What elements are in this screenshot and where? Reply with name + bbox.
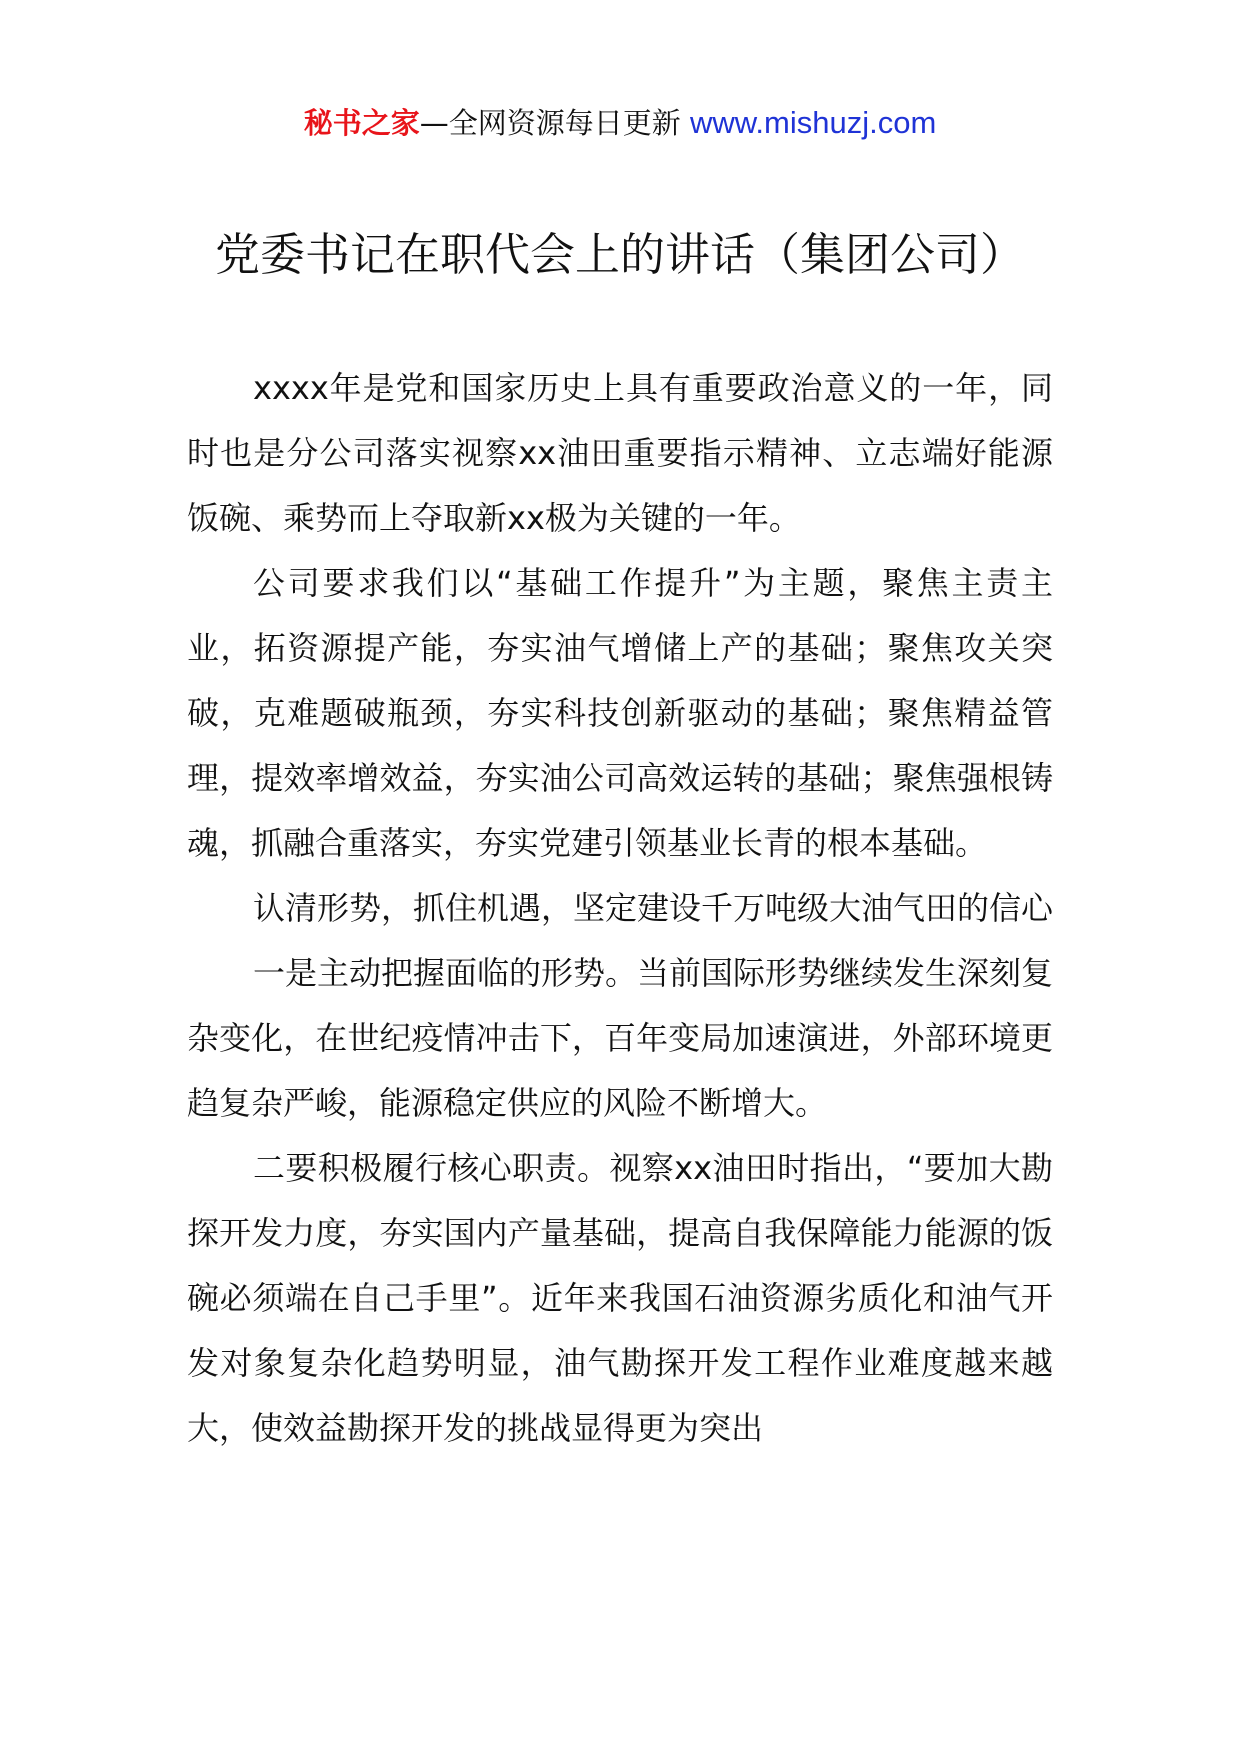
document-title: 党委书记在职代会上的讲话（集团公司） bbox=[214, 228, 1025, 281]
paragraph: xxxx年是党和国家历史上具有重要政治意义的一年，同时也是分公司落实视察xx油田重要指示精神、立志端好能源饭碗、乘势而上夺取新xx极为关键的一年。 bbox=[187, 369, 1053, 537]
site-url-link[interactable]: www.mishuzj.com bbox=[689, 105, 937, 140]
section-heading: 认清形势，抓住机遇，坚定建设千万吨级大油气田的信心 bbox=[253, 889, 1054, 927]
document-body bbox=[187, 356, 1053, 1461]
paragraph: 公司要求我们以“基础工作提升”为主题，聚焦主责主业，拓资源提产能，夯实油气增储上产的基础；聚焦攻关突破，克难题破瓶颈，夯实科技创新驱动的基础；聚焦精益管理，提效率增效益，夯实油公司高效运转的基础；聚焦强根铸魂，抓融合重落实，夯实党建引领基业长青的根本基础。 bbox=[187, 564, 1053, 862]
paragraph: 二要积极履行核心职责。视察xx油田时指出，“要加大勘探开发力度，夯实国内产量基础，提高自我保障能力能源的饭碗必须端在自己手里”。近年来我国石油资源劣质化和油气开发对象复杂化趋势明显，油气勘探开发工程作业难度越来越大，使效益勘探开发的挑战显得更为突出 bbox=[187, 1149, 1053, 1447]
paragraph: 一是主动把握面临的形势。当前国际形势继续发生深刻复杂变化，在世纪疫情冲击下，百年变局加速演进，外部环境更趋复杂严峻，能源稳定供应的风险不断增大。 bbox=[187, 954, 1054, 1122]
header-tagline: —全网资源每日更新 bbox=[419, 106, 681, 140]
site-header bbox=[0, 103, 1240, 143]
brand-name: 秘书之家 bbox=[303, 106, 420, 140]
